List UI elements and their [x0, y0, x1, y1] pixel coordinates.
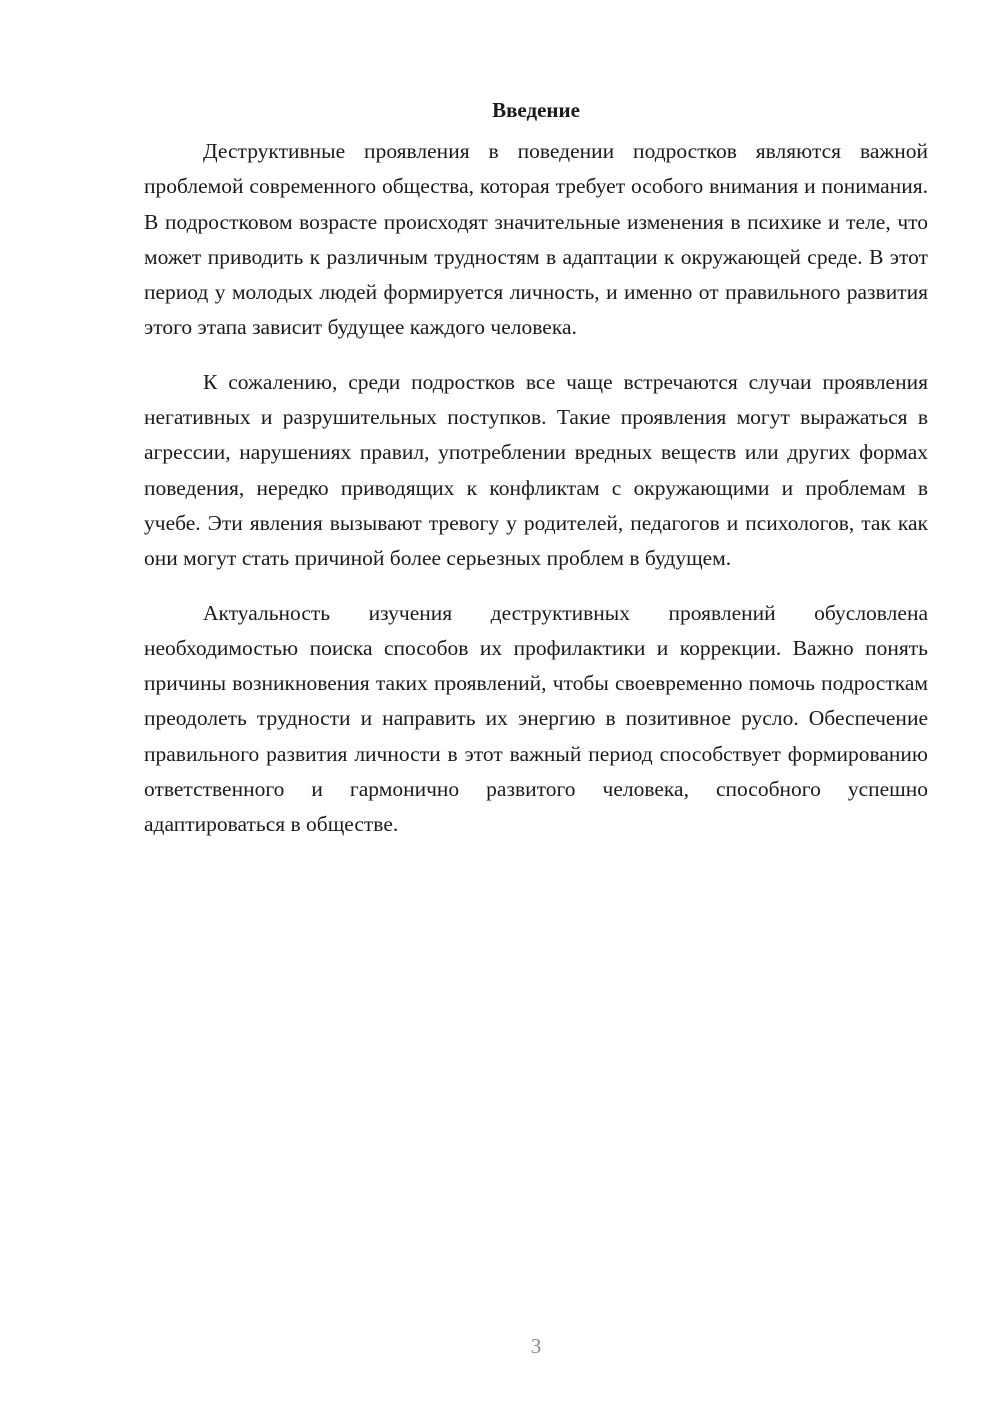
page-content	[144, 92, 928, 843]
paragraph-relevance: Актуальность изучения деструктивных проявлений обусловлена необходимостью поиска способов их профилактики и коррекции. Важно понять причины возникновения таких проявлений, чтобы своевременно помочь подросткам преодолеть трудности и направить их энергию в позитивное русло. Обеспечение правильного развития личности в этот важный период способствует формированию ответственного и гармонично развитого человека, способного успешно адаптироваться в обществе.	[144, 600, 928, 837]
page-number: 3	[530, 1334, 542, 1358]
paragraph-introduction: Деструктивные проявления в поведении подростков являются важной проблемой современного общества, которая требует особого внимания и понимания. В подростковом возрасте происходят значительные изменения в психике и теле, что может приводить к различным трудностям в адаптации к окружающей среде. В этот период у молодых людей формируется личность, и именно от правильного развития этого этапа зависит будущее каждого человека.	[144, 139, 928, 340]
section-title: Введение	[492, 98, 580, 122]
paragraph-negative-behavior: К сожалению, среди подростков все чаще встречаются случаи проявления негативных и разрушительных поступков. Такие проявления могут выражаться в агрессии, нарушениях правил, употреблении вредных веществ или других формах поведения, нередко приводящих к конфликтам с окружающими и проблемам в учебе. Эти явления вызывают тревогу у родителей, педагогов и психологов, так как они могут стать причиной более серьезных проблем в будущем.	[144, 369, 928, 571]
